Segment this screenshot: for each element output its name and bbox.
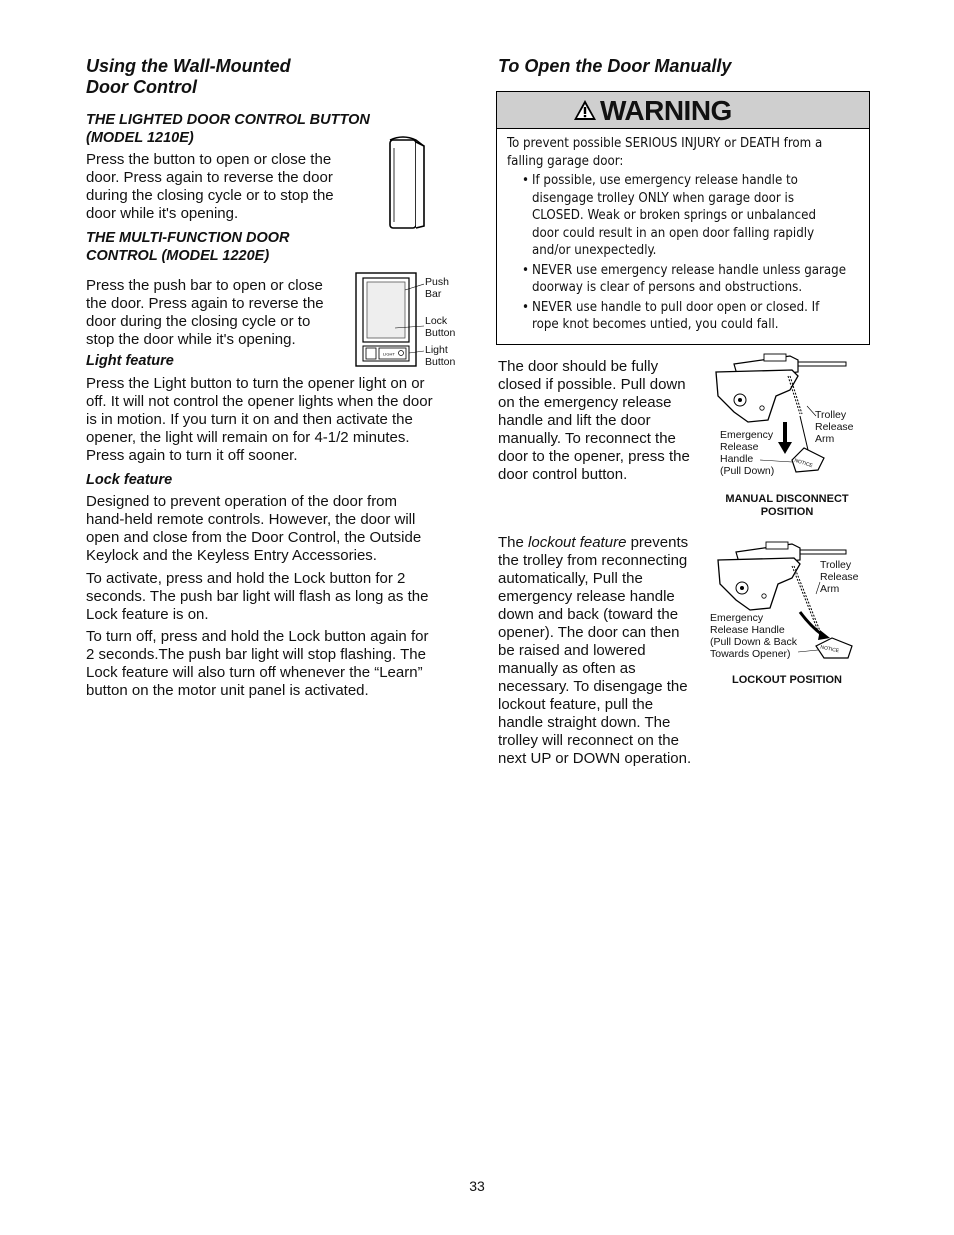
caption-line: MANUAL DISCONNECT [725,493,849,505]
text-line: hand-held remote controls. However, the door will [86,511,416,528]
text-line: To activate, press and hold the Lock button for 2 [86,570,406,587]
label-line: Trolley [815,409,847,421]
label-line: Button [425,327,456,339]
heading-multifunction [86,229,290,265]
label-line: (Pull Down) [720,465,775,477]
text-line: be raised and lowered [498,642,646,659]
label-line: Light [425,344,448,356]
section-title-wall-control [86,56,291,98]
caption-line: POSITION [760,506,814,518]
text-line: emergency release handle [498,588,675,605]
multifunction-control-illustration [352,270,424,368]
text-line: Lock feature is on. [86,606,209,623]
lock-feature-para1 [86,493,466,565]
text-run: prevents [626,534,689,551]
label-line: Towards Opener) [710,648,791,660]
manual-disconnect-caption [712,493,862,519]
text-line: door. Press again to reverse the door [86,169,333,186]
page-number: 33 [469,1178,485,1194]
text-line: lockout feature, pull the [498,696,654,713]
label-line: Emergency [710,612,764,624]
label-lock-button [425,315,455,339]
text-line: The door should be fully [498,358,659,375]
text-line: Press the push bar to open or close [86,277,323,294]
title-line: Door Control [86,77,197,97]
text-line: down and back (toward the [498,606,679,623]
warning-line: CLOSED. Weak or broken springs or unbalanced [532,208,816,223]
warning-line: door could result in an open door falling rapidly [532,225,815,241]
lockout-caption: LOCKOUT POSITION [732,674,842,686]
label-line: Button [425,356,456,368]
warning-bullet [522,262,867,297]
lockout-text [498,534,710,768]
text-line: door during the closing cycle or to [86,313,311,330]
label-line: Arm [820,583,840,595]
heading-line: THE MULTI-FUNCTION DOOR [86,230,290,246]
text-line: closed if possible. Pull down [498,376,686,393]
lockout-feature-term: lockout feature [528,534,627,551]
text-line: Designed to prevent operation of the door from [86,493,398,510]
text-line: door while it's opening. [86,205,239,222]
text-line: Press the Light button to turn the opener light on or [86,375,425,392]
text-line: on the emergency release [498,394,672,411]
label-line: Release [720,441,759,453]
light-feature-text [86,375,466,465]
text-line: Press the button to open or close the [86,151,332,168]
lighted-button-illustration [384,134,430,234]
warning-body [507,135,867,334]
lock-feature-para3 [86,628,466,700]
lock-key-icon [366,348,376,359]
text-line: To turn off, press and hold the Lock button again for [86,628,429,645]
title-line: Using the Wall-Mounted [86,56,291,76]
text-line: necessary. To disengage the [498,678,688,695]
warning-line: To prevent possible SERIOUS INJURY or DEATH from a [507,136,823,151]
warning-line: falling garage door: [507,153,624,169]
text-line: door control button. [498,466,628,483]
label-line: Release Handle [710,624,785,636]
text-line: is in motion. If you turn it on and then activate the [86,411,413,428]
warning-line: • NEVER use emergency release handle unless garage [532,262,847,278]
section-title-open-manually: To Open the Door Manually [498,56,732,76]
label-line: Emergency [720,429,774,441]
notice-label: NOTICE [793,457,814,470]
text-line: Lock feature will also turn off whenever the “Learn” [86,664,423,681]
label-push-bar [425,276,449,300]
text-line: Keylock and the Keyless Entry Accessories. [86,547,377,564]
warning-line: disengage trolley ONLY when garage door is [532,190,795,206]
text-line: during the closing cycle or to stop the [86,187,334,204]
text-line: trolley will reconnect on the [498,732,679,749]
text-line: opener, the light will remain on for 4-1/2 minutes. [86,429,410,446]
warning-line: and/or unexpectedly. [532,243,657,258]
label-line: Handle [720,453,754,465]
label-line: Lock [425,315,448,327]
manual-disconnect-text [498,358,708,484]
label-line: Arm [815,433,835,445]
heading-line: CONTROL (MODEL 1220E) [86,248,270,264]
label-line: Release [815,421,854,433]
text-line: door to the opener, press the [498,448,690,465]
warning-bullet [522,172,867,260]
text-line: next UP or DOWN operation. [498,750,692,767]
text-line: off. It will not control the opener lights when the door [86,393,433,410]
multifunction-text [86,277,356,349]
manual-handle-label [720,429,774,477]
lock-feature-para2 [86,570,466,624]
warning-bullet [522,299,867,334]
text-line: handle and lift the door [498,412,651,429]
text-run: The [498,534,529,551]
text-line: manually as often as [498,660,636,677]
text-line: manually. To reconnect the [498,430,676,447]
warning-line: • NEVER use handle to pull door open or closed. If [532,299,820,315]
label-line: Trolley [820,559,852,571]
warning-header [497,92,869,129]
lockout-trolley-label [820,559,859,595]
lighted-button-text [86,151,366,223]
text-line: the trolley from reconnecting [498,552,688,569]
text-line: automatically, Pull the [498,570,643,587]
text-line: 2 seconds.The push bar light will stop flashing. The [86,646,426,663]
text-line: open and close from the Door Control, the Outside [86,529,422,546]
label-light-button [425,344,455,368]
text-line: seconds. The push bar light will flash as long as the [86,588,429,605]
label-line: (Pull Down & Back [710,636,797,648]
manual-trolley-label [815,409,854,445]
text-line: handle straight down. The [498,714,671,731]
heading-line: (MODEL 1210E) [86,130,194,146]
text-line: the door. Press again to reverse the [86,295,324,312]
warning-triangle-icon [573,99,597,121]
light-key-label: LIGHT [383,351,395,357]
warning-box [496,91,870,345]
text-line: stop the door while it's opening. [86,331,296,348]
warning-line: rope knot becomes untied, you could fall. [532,317,779,332]
text-line: Press again to turn it off sooner. [86,447,298,464]
warning-title: WARNING [600,95,732,126]
heading-light-feature: Light feature [86,353,174,369]
lockout-handle-label [710,612,797,660]
text-line: opener). The door can then [498,624,680,641]
label-line: Bar [425,288,442,300]
heading-line: THE LIGHTED DOOR CONTROL BUTTON [86,112,370,128]
label-line: Release [820,571,859,583]
notice-label: NOTICE [819,644,840,655]
lockout-first-line [498,534,710,552]
label-line: Push [425,276,449,288]
warning-line: doorway is clear of persons and obstructions. [532,280,803,295]
heading-lock-feature: Lock feature [86,472,173,488]
heading-lighted-button [86,111,370,147]
warning-line: • If possible, use emergency release handle to [532,173,798,188]
text-line: button on the motor unit panel is activated. [86,682,369,699]
